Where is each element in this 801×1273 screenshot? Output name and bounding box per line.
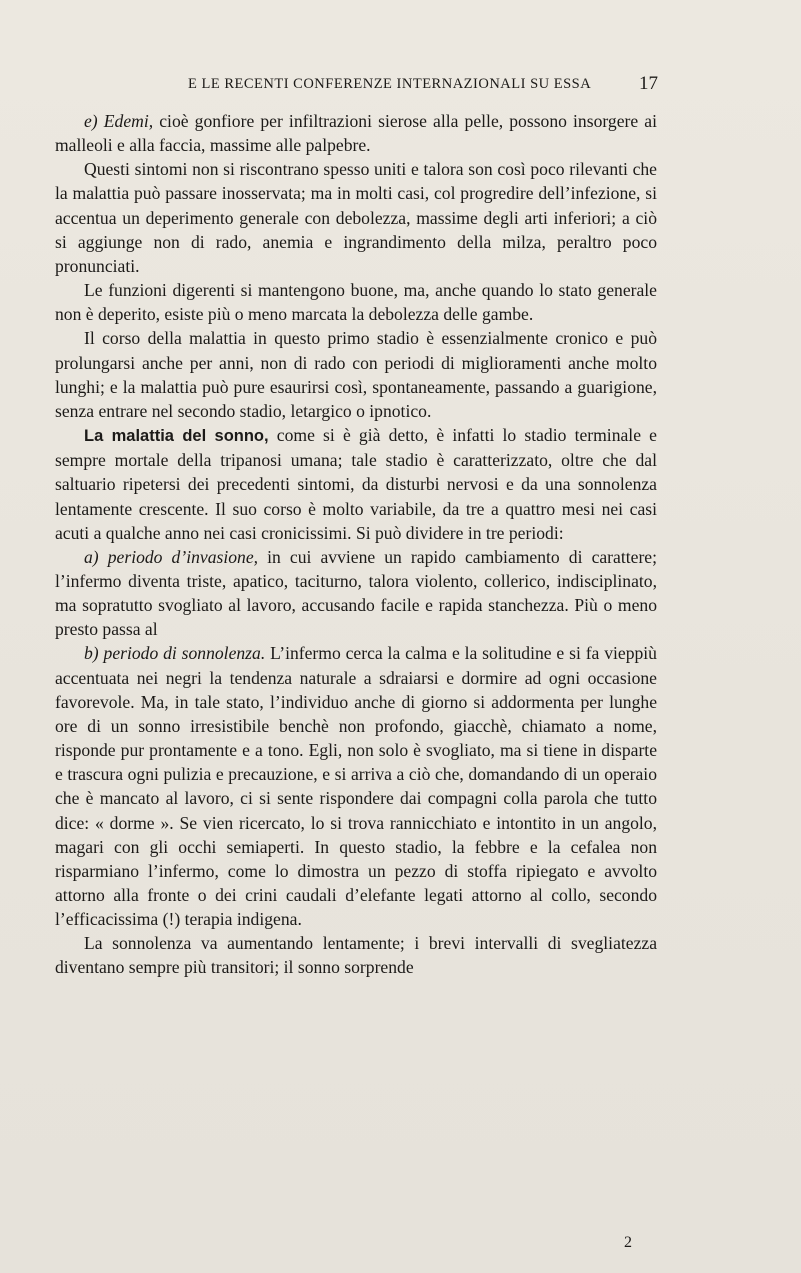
paragraph-periodo-sonnolenza bbox=[55, 641, 657, 931]
page-number: 17 bbox=[639, 73, 658, 94]
paragraph-periodo-invasione bbox=[55, 545, 657, 642]
running-title: E LE RECENTI CONFERENZE INTERNAZIONALI SU ESSA bbox=[188, 76, 592, 92]
paragraph-text: L’infermo cerca la calma e la solitudine e si fa vieppiù accentuata nei negri la tendenza naturale a sdraiarsi e dormire ad ogni occasione favorevole. Ma, in tale stato, l’individuo anche di giorno si addormenta per lunghe ore di un sonno irresistibile benchè non profondo, giacchè, chiamato a nome, risponde pur prontamente e a tono. Egli, non solo è svogliato, ma si tiene in disparte e trascura ogni pulizia e precauzione, e si arriva a ciò che, domandando di un operaio che è mancato al lavoro, ci si sente rispondere dai compagni colla parola che tutto dice: « dorme ». Se vien ricercato, lo si trova rannicchiato e intontito in un angolo, magari con gli occhi semiaperti. In questo stadio, la febbre e la cefalea non risparmiano l’infermo, come lo dimostra un pezzo di stoffa ripiegato e avvolto attorno alla fronte o dei crini caudali d’elefante legati attorno al collo, secondo l’efficacissima (!) terapia indigena. bbox=[55, 643, 657, 930]
paragraph-text: cioè gonfiore per infiltrazioni sierose alla pelle, possono insorgere ai malleoli e alla faccia, massime alle palpebre. bbox=[55, 111, 657, 156]
paragraph-text: La sonnolenza va aumentando lentamente; i brevi intervalli di svegliatezza diventano sempre più transitori; il sonno sorprende bbox=[55, 933, 657, 978]
paragraph-sintomi bbox=[55, 157, 657, 278]
paragraph-text: Questi sintomi non si riscontrano spesso uniti e talora son così poco rilevanti che la malattia può passare inosservata; ma in molti casi, col progredire dell’infezione, si accentua un deperimento generale con debolezza, massime degli arti inferiori; a ciò si aggiunge non di rado, anemia e ingrandimento della milza, peraltro poco pronunciati. bbox=[55, 159, 657, 276]
paragraph-text: Il corso della malattia in questo primo stadio è essenzialmente cronico e può prolungarsi anche per anni, non di rado con periodi di miglioramenti anche molto lunghi; e la malattia può pure esaurirsi così, spontaneamente, passando a guarigione, senza entrare nel secondo stadio, letargico o ipnotico. bbox=[55, 328, 657, 421]
paragraph-funzioni-digerenti bbox=[55, 278, 657, 326]
paragraph-malattia-del-sonno bbox=[55, 423, 657, 545]
term-periodo-invasione: periodo d’invasione, bbox=[107, 546, 259, 567]
item-label-a: a) bbox=[84, 546, 99, 567]
paragraph-edemi bbox=[55, 109, 657, 157]
item-label-b: b) bbox=[84, 643, 99, 664]
paragraph-text: in cui avviene un rapido cambiamento di carattere; l’infermo diventa triste, apatico, taciturno, talora violento, collerico, indisciplinato, ma sopratutto svogliato al lavoro, accusando facile e rapida stanchezza. Più o meno presto passa al bbox=[55, 546, 657, 640]
paragraph-corso-malattia bbox=[55, 326, 657, 423]
running-head bbox=[188, 73, 658, 100]
body-text bbox=[55, 109, 657, 980]
item-label-e: e) bbox=[84, 111, 98, 131]
term-edemi: Edemi, bbox=[103, 111, 154, 131]
signature-mark: 2 bbox=[624, 1234, 632, 1251]
inline-heading-malattia-del-sonno: La malattia del sonno, bbox=[84, 427, 269, 446]
paragraph-text: come si è già detto, è infatti lo stadio terminale e sempre mortale della tripanosi umana; tale stadio è caratterizzato, oltre che dal saltuario ripetersi dei precedenti sintomi, da disturbi nervosi e da una sonnolenza lentamente crescente. Il suo corso è molto variabile, da tre a quattro mesi nei casi acuti a qualche anno nei casi cronicissimi. Si può dividere in tre periodi: bbox=[55, 425, 657, 543]
paragraph-sonnolenza-aumenta bbox=[55, 931, 657, 979]
term-periodo-sonnolenza: periodo di sonnolenza. bbox=[103, 643, 266, 664]
paragraph-text: Le funzioni digerenti si mantengono buone, ma, anche quando lo stato generale non è deperito, esiste più o meno marcata la debolezza delle gambe. bbox=[55, 280, 657, 325]
